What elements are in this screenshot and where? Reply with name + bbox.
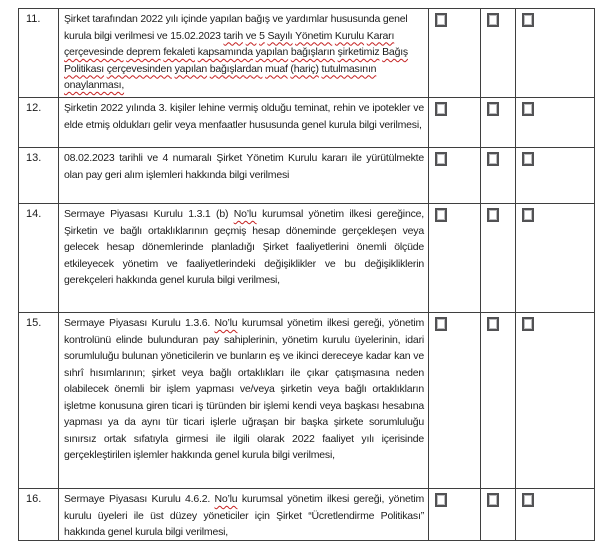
vote-checkbox-3[interactable]: [522, 208, 534, 222]
misspelled-word: No’lu: [214, 493, 238, 505]
misspelled-word: No’lu: [214, 317, 238, 329]
misspelled-word: bağışların: [290, 46, 335, 58]
item-number: 13.: [19, 148, 59, 203]
vote-checkbox-1[interactable]: [435, 317, 447, 331]
vote-checkbox-1[interactable]: [435, 13, 447, 27]
vote-cell-3: [516, 9, 594, 97]
vote-checkbox-3[interactable]: [522, 102, 534, 116]
vote-cell-1: [429, 9, 481, 97]
misspelled-word: tutulmasının: [321, 62, 377, 75]
misspelled-word: şirketimiz: [337, 46, 380, 58]
vote-checkbox-3[interactable]: [522, 152, 534, 166]
vote-cell-2: [481, 204, 516, 312]
item-number: 11.: [19, 9, 59, 97]
vote-checkbox-1[interactable]: [435, 152, 447, 166]
item-text: Sermaye Piyasası Kurulu 1.3.1 (b) No’lu kurumsal yönetim ilkesi gereğince, Şirketin ve bağlı ortaklıklarının geçmiş hesap döneminde gerçekleşen veya gelecek hesap dönemlerinde planladığı Şirket faaliyetlerini önemli ölçüde etkileyecek yönetim ve faaliyetlerindeki değişiklikler ve bu değişikliklerin gerekçeleri hakkında genel kurula bilgi verilmesi,: [59, 204, 429, 312]
misspelled-word: çerçevesinde: [64, 46, 124, 58]
item-number: 16.: [19, 489, 59, 540]
vote-checkbox-2[interactable]: [487, 152, 499, 166]
vote-cell-1: [429, 204, 481, 312]
vote-cell-2: [481, 148, 516, 203]
vote-checkbox-2[interactable]: [487, 317, 499, 331]
misspelled-word: Sayılı: [267, 29, 293, 42]
item-text: Sermaye Piyasası Kurulu 1.3.6. No’lu kurumsal yönetim ilkesi gereği, yönetim kontrolünü elinde bulunduran pay sahiplerinin, yönetim kurulu üyelerinin, idari sorumluluğu bulunan yöneticilerin ve bunların eş ve ikinci dereceye kadar kan ve sıhrî hısımlarının; şirket veya bağlı ortaklıkları ile çıkar çatışmasına neden olabilecek önemli bir işlem yapması ve/veya şirketin veya bağlı ortaklıkların işletme konusuna giren ticari iş türünden bir işlemi kendi veya başkası hesabına yapması ya da aynı tür ticari işlerle uğraşan bir başka şirkete sorumluluğu sınırsız ortak sıfatıyla girmesi ile ilgili olarak 2022 faaliyet yılı içerisinde gerçekleştirilen işlemler hakkında genel kurula bilgi verilmesi,: [59, 313, 429, 488]
table-row: [19, 313, 594, 489]
item-number: 12.: [19, 98, 59, 147]
misspelled-word: No’lu: [233, 208, 257, 220]
item-text: 08.02.2023 tarihli ve 4 numaralı Şirket Yönetim Kurulu kararı ile yürütülmekte olan pay geri alım işlemleri hakkında bilgi verilmesi: [59, 148, 429, 203]
vote-cell-3: [516, 148, 594, 203]
vote-cell-1: [429, 148, 481, 203]
vote-checkbox-3[interactable]: [522, 493, 534, 507]
item-text: Şirket tarafından 2022 yılı içinde yapılan bağış ve yardımlar hususunda genel kurula bilgi verilmesi ve 15.02.2023 tarih ve 5 Sayılı Yönetim Kurulu Kararı çerçevesinde deprem fekaleti kapsamında yapılan bağışların şirketimiz Bağış Politikası çerçevesinden yapılan bağışlardan muaf (hariç) tutulmasının onaylanması,: [59, 9, 429, 97]
vote-checkbox-1[interactable]: [435, 102, 447, 116]
misspelled-word: tarih: [223, 29, 243, 42]
vote-checkbox-3[interactable]: [522, 317, 534, 331]
vote-checkbox-1[interactable]: [435, 493, 447, 507]
misspelled-word: çerçevesinden: [106, 62, 172, 75]
vote-cell-2: [481, 9, 516, 97]
vote-cell-1: [429, 98, 481, 147]
item-number: 14.: [19, 204, 59, 312]
misspelled-word: bağışlardan: [209, 62, 263, 75]
vote-cell-1: [429, 489, 481, 540]
table-row: [19, 204, 594, 313]
table-row: [19, 9, 594, 98]
misspelled-word: Kararı: [366, 29, 395, 42]
item-text: Şirketin 2022 yılında 3. kişiler lehine vermiş olduğu teminat, rehin ve ipotekler ve elde etmiş oldukları gelir veya menfaatler hususunda genel kurula bilgi verilmesi,: [59, 98, 429, 147]
item-text: Sermaye Piyasası Kurulu 4.6.2. No’lu kurumsal yönetim ilkesi gereği, yönetim kurulu üyeleri ile üst düzey yöneticiler için Şirket “Ücretlendirme Politikası” hakkında genel kurula bilgi verilmesi,: [59, 489, 429, 540]
item-number: 15.: [19, 313, 59, 488]
vote-checkbox-2[interactable]: [487, 13, 499, 27]
table-row: [19, 489, 594, 541]
vote-checkbox-3[interactable]: [522, 13, 534, 27]
vote-cell-2: [481, 98, 516, 147]
misspelled-word: fekaleti: [163, 46, 195, 58]
misspelled-word: Politikası: [64, 62, 105, 75]
misspelled-word: onaylanması,: [64, 79, 125, 91]
vote-cell-3: [516, 204, 594, 312]
table-row: [19, 98, 594, 148]
vote-checkbox-2[interactable]: [487, 493, 499, 507]
misspelled-word: Bağış: [382, 46, 408, 58]
misspelled-word: (hariç): [290, 62, 319, 75]
misspelled-word: 5: [259, 29, 265, 42]
vote-cell-3: [516, 98, 594, 147]
vote-cell-1: [429, 313, 481, 488]
misspelled-word: muaf: [265, 62, 288, 75]
vote-checkbox-1[interactable]: [435, 208, 447, 222]
misspelled-word: deprem: [126, 46, 161, 58]
misspelled-word: yapılan: [174, 62, 208, 75]
vote-checkbox-2[interactable]: [487, 208, 499, 222]
misspelled-word: kapsamında: [197, 46, 253, 58]
misspelled-word: ve: [245, 29, 257, 42]
table-row: [19, 148, 594, 204]
misspelled-word: Kurulu: [334, 29, 365, 42]
misspelled-word: Yönetim: [295, 29, 333, 42]
vote-cell-3: [516, 489, 594, 540]
vote-cell-2: [481, 313, 516, 488]
agenda-table: [18, 8, 595, 541]
vote-cell-3: [516, 313, 594, 488]
misspelled-word: yapılan: [255, 46, 289, 58]
vote-checkbox-2[interactable]: [487, 102, 499, 116]
vote-cell-2: [481, 489, 516, 540]
